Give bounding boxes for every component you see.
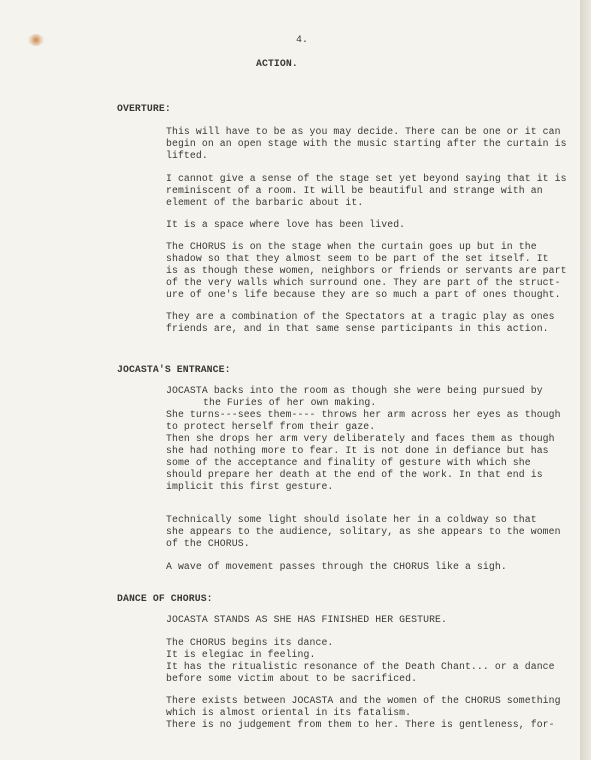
overture-heading: OVERTURE: <box>117 103 171 114</box>
overture-line: shadow so that they almost seem to be part of the set itself. It <box>166 253 549 264</box>
overture-line: lifted. <box>166 150 208 161</box>
overture-line: It is a space where love has been lived. <box>166 219 406 230</box>
jocasta-line: She turns---sees them---- throws her arm across her eyes as though <box>166 409 561 420</box>
jocasta-line: JOCASTA backs into the room as though she were being pursued by <box>166 385 543 396</box>
overture-line: They are a combination of the Spectators at a tragic play as ones <box>166 311 555 322</box>
overture-line: begin on an open stage with the music starting after the curtain is <box>166 138 567 149</box>
jocasta-line: A wave of movement passes through the CHORUS like a sigh. <box>166 561 507 572</box>
jocasta-line: Technically some light should isolate her in a coldway so that <box>166 514 537 525</box>
overture-line: I cannot give a sense of the stage set yet beyond saying that it is <box>166 173 567 184</box>
jocasta-line: should prepare her death at the end of the work. In that end is <box>166 469 543 480</box>
jocasta-line: some of the acceptance and finality of gesture with which she <box>166 457 531 468</box>
dance-line: It has the ritualistic resonance of the Death Chant... or a dance <box>166 661 555 672</box>
jocasta-heading: JOCASTA'S ENTRANCE: <box>117 364 231 375</box>
overture-line: element of the barbaric about it. <box>166 197 364 208</box>
page-number: 4. <box>296 34 308 45</box>
jocasta-line: she appears to the audience, solitary, as she appears to the women <box>166 526 561 537</box>
jocasta-line: the Furies of her own making. <box>203 397 377 408</box>
page-title: ACTION. <box>256 58 298 69</box>
overture-line: The CHORUS is on the stage when the curtain goes up but in the <box>166 241 537 252</box>
overture-line: ure of one's life because they are so much a part of ones thought. <box>166 289 561 300</box>
overture-line: is as though these women, neighbors or friends or servants are part <box>166 265 567 276</box>
jocasta-line: of the CHORUS. <box>166 538 250 549</box>
dance-line: JOCASTA STANDS AS SHE HAS FINISHED HER GESTURE. <box>166 614 448 625</box>
dance-line: before some victim about to be sacrificed. <box>166 673 418 684</box>
overture-line: reminiscent of a room. It will be beautiful and strange with an <box>166 185 543 196</box>
ink-blot <box>28 34 44 46</box>
overture-line: of the very walls which surround one. They are part of the struct- <box>166 277 561 288</box>
dance-line: which is almost oriental in its fatalism. <box>166 707 412 718</box>
overture-line: This will have to be as you may decide. There can be one or it can <box>166 126 561 137</box>
dance-line: The CHORUS begins its dance. <box>166 637 334 648</box>
dance-line: It is elegiac in feeling. <box>166 649 316 660</box>
jocasta-line: Then she drops her arm very deliberately and faces them as though <box>166 433 555 444</box>
dance-heading: DANCE OF CHORUS: <box>117 593 213 604</box>
jocasta-line: to protect herself from their gaze. <box>166 421 376 432</box>
dance-line: There exists between JOCASTA and the women of the CHORUS something <box>166 695 561 706</box>
overture-line: friends are, and in that same sense participants in this action. <box>166 323 549 334</box>
jocasta-line: she had nothing more to fear. It is not done in defiance but has <box>166 445 549 456</box>
dance-line: There is no judgement from them to her. There is gentleness, for- <box>166 719 555 730</box>
jocasta-line: implicit this first gesture. <box>166 481 334 492</box>
page-edge <box>580 0 591 760</box>
